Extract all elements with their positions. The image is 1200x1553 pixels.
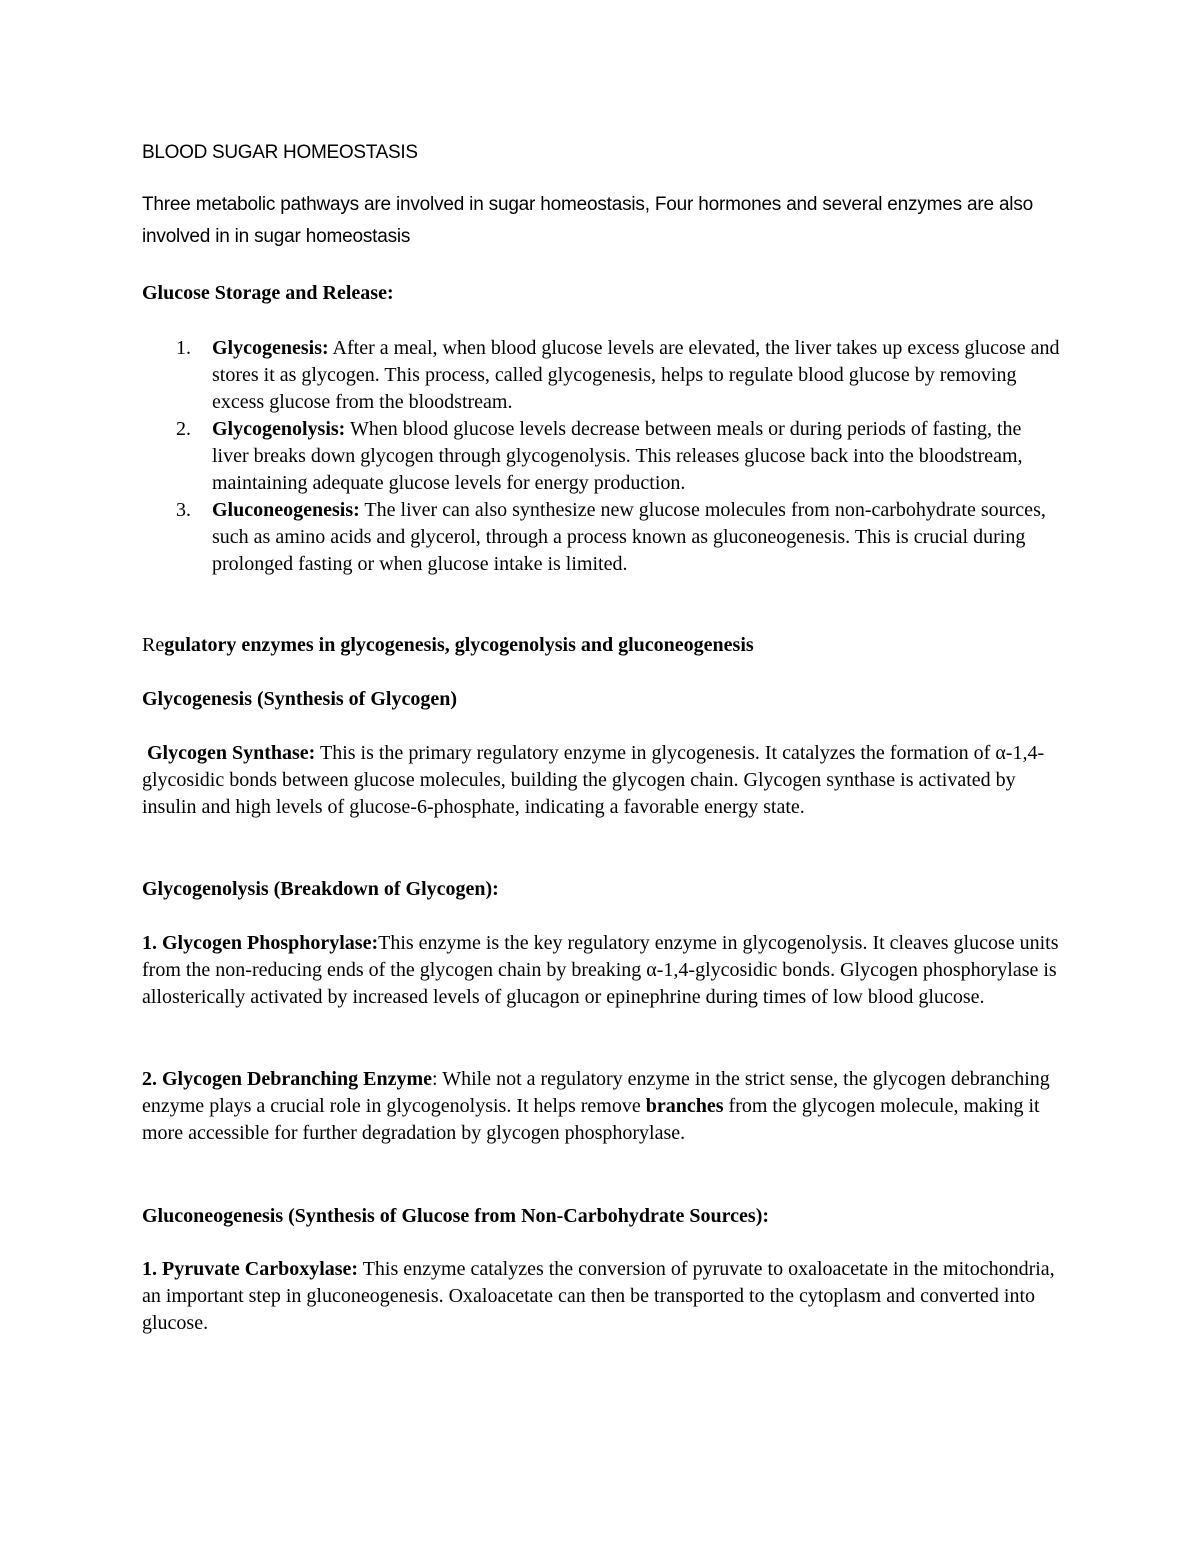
bold-branches: branches [645,1095,724,1117]
list-item [142,497,1062,578]
list-number: 2. [176,418,191,440]
paragraph-pyruvate-carboxylase [142,1256,1062,1337]
list-item [142,416,1062,497]
heading-rest: gulatory enzymes in glycogenesis, glycogenolysis and gluconeogenesis [164,634,754,656]
list-term: Glycogenolysis: [212,418,346,440]
section-heading-gluconeogenesis: Gluconeogenesis (Synthesis of Glucose from Non-Carbohydrate Sources): [142,1205,770,1227]
text-glycogen-synthase: This is the primary regulatory enzyme in glycogenesis. It catalyzes the formation of α-1,4-glycosidic bonds between glucose molecules, building the glycogen chain. Glycogen synthase is activated by insulin and high levels of glucose-6-phosphate, indicating a favorable energy state. [142,742,1045,818]
text-debranching-a: : While not a regulatory enzyme in the strict sense, the glycogen debranching enzyme plays a crucial role in glycogenolysis. It helps remove [142,1068,1050,1117]
text-debranching-b: from the glycogen molecule, making it more accessible for further degradation by glycogen phosphorylase. [142,1095,1040,1144]
heading-prefix: Re [142,634,165,656]
section-heading-glycogenolysis: Glycogenolysis (Breakdown of Glycogen): [142,878,499,900]
paragraph-debranching-enzyme [142,1066,1062,1147]
list-item [142,335,1062,416]
list-number: 1. [176,337,191,359]
list-term: Gluconeogenesis: [212,499,360,521]
intro-paragraph: Three metabolic pathways are involved in sugar homeostasis, Four hormones and several enzymes are also involved in in sugar homeostasis [142,194,1033,247]
text-glycogen-phosphorylase: This enzyme is the key regulatory enzyme in glycogenolysis. It cleaves glucose units from the non-reducing ends of the glycogen chain by breaking α-1,4-glycosidic bonds. Glycogen phosphorylase is allosterically activated by increased levels of glucagon or epinephrine during times of low blood glucose. [142,932,1059,1008]
section-heading-storage-release: Glucose Storage and Release: [142,282,394,304]
list-text: When blood glucose levels decrease between meals or during periods of fasting, the liver breaks down glycogen through glycogenolysis. This releases glucose back into the bloodstream, maintaining adequate glucose levels for energy production. [212,418,1023,494]
list-term: Glycogenesis: [212,337,329,359]
section-heading-glycogenesis: Glycogenesis (Synthesis of Glycogen) [142,688,457,710]
section-heading-regulatory-enzymes [142,632,1062,659]
pathway-list [142,335,1062,578]
term-pyruvate-carboxylase: 1. Pyruvate Carboxylase: [142,1258,359,1280]
paragraph-glycogen-phosphorylase [142,930,1062,1011]
text-pyruvate-carboxylase: This enzyme catalyzes the conversion of pyruvate to oxaloacetate in the mitochondria, an important step in gluconeogenesis. Oxaloacetate can then be transported to the cytoplasm and converted into glucose. [142,1258,1055,1334]
term-glycogen-synthase: Glycogen Synthase: [147,742,316,764]
document-title: BLOOD SUGAR HOMEOSTASIS [142,142,418,163]
paragraph-glycogen-synthase [142,740,1062,821]
list-text: After a meal, when blood glucose levels are elevated, the liver takes up excess glucose and stores it as glycogen. This process, called glycogenesis, helps to regulate blood glucose by removing excess glucose from the bloodstream. [212,337,1060,413]
list-text: The liver can also synthesize new glucose molecules from non-carbohydrate sources, such as amino acids and glycerol, through a process known as gluconeogenesis. This is crucial during prolonged fasting or when glucose intake is limited. [212,499,1046,575]
term-glycogen-phosphorylase: 1. Glycogen Phosphorylase: [142,932,379,954]
term-debranching-enzyme: 2. Glycogen Debranching Enzyme [142,1068,432,1090]
list-number: 3. [176,499,191,521]
